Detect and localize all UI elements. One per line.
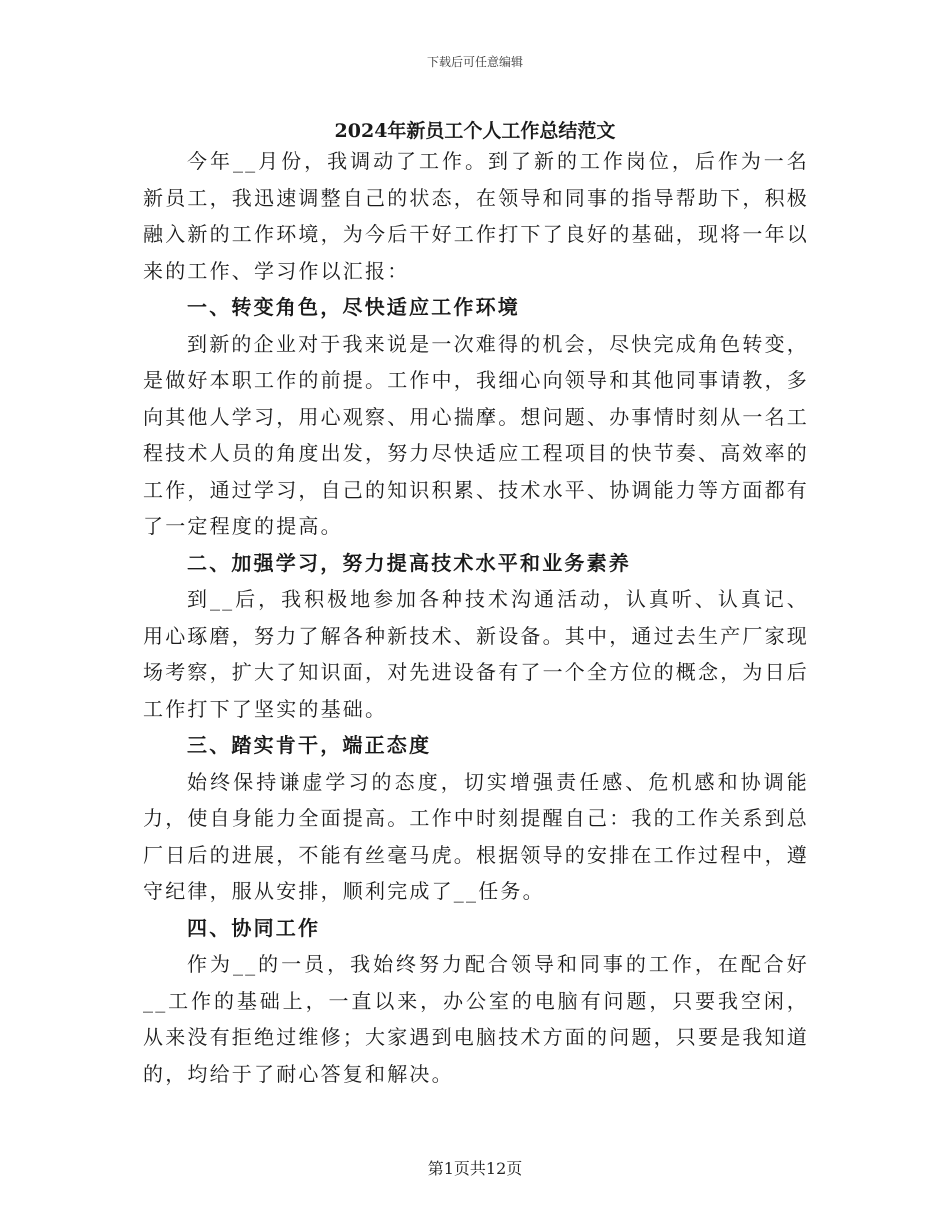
section-paragraph-1: 到新的企业对于我来说是一次难得的机会，尽快完成角色转变，是做好本职工作的前提。工作中，我细心向领导和其他同事请教，多向其他人学习，用心观察、用心揣摩。想问题、办事情时刻从一名工程技术人员的角度出发，努力尽快适应工程项目的快节奏、高效率的工作，通过学习，自己的知识积累、技术水平、协调能力等方面都有了一定程度的提高。 bbox=[143, 331, 809, 538]
intro-paragraph: 今年__月份，我调动了工作。到了新的工作岗位，后作为一名新员工，我迅速调整自己的状态，在领导和同事的指导帮助下，积极融入新的工作环境，为今后干好工作打下了良好的基础，现将一年以来的工作、学习作以汇报： bbox=[143, 149, 809, 283]
section-paragraph-3: 始终保持谦虚学习的态度，切实增强责任感、危机感和协调能力，使自身能力全面提高。工作中时刻提醒自己：我的工作关系到总厂日后的进展，不能有丝毫马虎。根据领导的安排在工作过程中，遵守纪律，服从安排，顺利完成了__任务。 bbox=[143, 769, 809, 903]
page-header: 下载后可任意编辑 bbox=[426, 55, 523, 69]
section-paragraph-4: 作为__的一员，我始终努力配合领导和同事的工作，在配合好__工作的基础上，一直以来，办公室的电脑有问题，只要我空闲，从来没有拒绝过维修；大家遇到电脑技术方面的问题，只要是我知道的，均给于了耐心答复和解决。 bbox=[143, 952, 809, 1086]
section-heading-4: 四、协同工作 bbox=[187, 915, 321, 940]
page-footer: 第1页共12页 bbox=[427, 1159, 523, 1178]
section-paragraph-2: 到__后，我积极地参加各种技术沟通活动，认真听、认真记、用心琢磨，努力了解各种新技术、新设备。其中，通过去生产厂家现场考察，扩大了知识面，对先进设备有了一个全方位的概念，为日后工作打下了坚实的基础。 bbox=[143, 587, 809, 721]
section-heading-2: 二、加强学习，努力提高技术水平和业务素养 bbox=[187, 550, 631, 575]
section-heading-3: 三、踏实肯干，端正态度 bbox=[187, 733, 432, 757]
document-body bbox=[143, 143, 809, 1092]
section-heading-1: 一、转变角色，尽快适应工作环境 bbox=[187, 295, 520, 319]
document-title: 2024年新员工个人工作总结范文 bbox=[334, 120, 616, 142]
